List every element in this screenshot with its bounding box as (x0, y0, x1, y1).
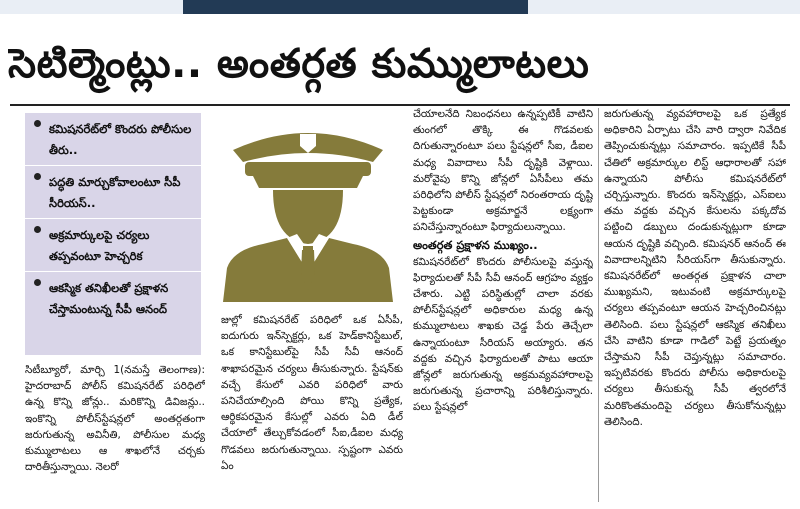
highlight-bullet (25, 271, 201, 324)
highlight-bullet (25, 165, 201, 218)
top-bar-block (183, 0, 528, 14)
column-4-text: జరుగుతున్న వ్యవహారాలపై ఒక ప్రత్యేక అధికారిని ఏర్పాటు చేసి వారి ద్వారా నివేదిక తెప్పించుకున్నట్లు సమాచారం. ఇప్పటికే సీపీ చేతిలో అక్రమార్కుల లిస్ట్ ఆధారాలతో సహా ఉన్నాయని పోలీసు కమిషనరేట్‌లో చర్చిస్తున్నారు. కొందరు ఇన్‌స్పెక్టర్లు, ఎస్‌ఐలు తమ వద్దకు వచ్చిన కేసులను పక్కదోవ పట్టించి డబ్బులు దండుకున్నట్లుగా కూడా ఆయన దృష్టికి వచ్చింది. కమిషనర్ ఆనంద్ ఈ వివాదాలన్నిటిని సీరియస్‌గా తీసుకున్నారు. కమిషనరేట్‌లో అంతర్గత ప్రక్షాళన చాలా ముఖ్యమని, ఇటువంటి అక్రమార్కులపై చర్యలు తప్పవంటూ ఆయన హెచ్చరించినట్లు తెలిసింది. పలు స్టేషన్లలో ఆకస్మిక తనిఖీలు చేసి వాటిని కూడా గాడిలో పెట్టే ప్రయత్నం చేస్తామని సీపీ చెప్తున్నట్లు సమాచారం. ఇప్పటివరకు కొందరు పోలీసు అధికారులపై చర్యలు తీసుకున్న సీపీ త్వరలోనే మరికొంతమందిపై చర్యలు తీసుకోనున్నట్లు తెలిసింది. (604, 108, 786, 428)
article-column-1 (25, 362, 205, 502)
column-divider (598, 108, 599, 502)
highlight-bullet (25, 218, 201, 271)
column-3-text-continued: కమిషనరేట్‌లో కొందరు పోలీసులపై వస్తున్న ఫిర్యాదులతో సీపీ సీవీ ఆనంద్ ఆగ్రహం వ్యక్తం చేశారు. ఎట్టి పరిస్థితుల్లో చాలా వరకు పోలీస్‌స్టేషన్లలో అధికారుల మధ్య ఉన్న కుమ్ములాటలు శాఖకు చెడ్డ పేరు తెచ్చేలా ఉన్నాయంటూ సీరియస్ అయ్యారు. తన వద్దకు వచ్చిన ఫిర్యాదులతో పాటు ఆయా జోన్లలో జరుగుతున్న అక్రమవ్యవహారాలపై జరుగుతున్న ప్రచారాన్ని పరిశీలిస్తున్నారు. పలు స్టేషన్లలో (413, 255, 593, 414)
highlight-text: అక్రమార్కులపై చర్యలు తప్పవంటూ హెచ్చరిక (49, 228, 150, 263)
article-column-2 (221, 312, 403, 502)
column-2-text: జుల్లో కమిషనరేట్ పరిధిలో ఒక ఏసీపీ, ఐదుగురు ఇన్‌స్పెక్టర్లు, ఒక హెడ్‌కానిస్టేబుల్, ఒక కానిస్టేబుల్‌పై సీపీ సీవీ ఆనంద్ శాఖాపరమైన చర్యలు తీసుకున్నారు. స్టేషన్‌కు వచ్చే కేసులో ఎవరి పరిధిలో వారు పనిచేయాల్సింది పోయి కొన్ని ప్రత్యేక, ఆర్థికపరమైన కేసుల్లో ఎవరు ఏది డీల్ చేయాలో తేల్చుకోవడంలో సీఐ,డీఐల మధ్య గొడవలు జరుగుతున్నాయి. స్పష్టంగా ఎవరు ఏం (221, 314, 403, 472)
highlight-text: ఆకస్మిక తనిఖీలతో ప్రక్షాళన చేస్తామంటున్న సీపీ ఆనంద్ (49, 281, 169, 316)
article-column-3 (413, 106, 593, 502)
highlight-text: పద్ధతి మార్చుకోవాలంటూ సీపీ సీరియస్.. (49, 175, 181, 210)
top-bar (0, 0, 800, 14)
article-column-4 (604, 106, 786, 502)
highlight-text: కమిషనరేట్‌లో కొందరు పోలీసుల తీరు.. (49, 122, 192, 157)
police-officer-icon (223, 122, 393, 302)
section-subheading: అంతర్గత ప్రక్షాళన ముఖ్యం.. (413, 237, 538, 252)
highlight-box (25, 113, 201, 355)
headline: సెటిల్మెంట్లు.. అంతర్గత కుమ్ములాటలు (8, 41, 590, 87)
highlight-bullet (25, 113, 201, 165)
column-3-text: చేయాలనేది నిబంధనలు ఉన్నప్పటికీ వాటిని తుంగలో తొక్కి ఈ గొడవలకు దిగుతున్నారంటూ పలు స్టేషన్లలో సీఐ, డీఐల మధ్య వివాదాలు సీపీ దృష్టికి వెళ్లాయి. మరోవైపు కొన్ని జోన్లలో ఏసీపీలు తమ పరిధిలోని పోలీస్ స్టేషన్లలో నిరంతరాయ దృష్టి పెట్టకుండా అక్రమార్జనే లక్ష్యంగా పనిచేస్తున్నారంటూ ఫిర్యాదులున్నాయి. (413, 108, 593, 234)
column-1-text: సిటీబ్యూరో, మార్చి 1(నమస్తే తెలంగాణ): హైదరాబాద్ పోలీస్ కమిషనరేట్ పరిధిలో ఉన్న కొన్ని జోన్లు.. మరికొన్ని డివిజన్లు.. ఇంకొన్ని పోలీస్‌స్టేషన్లలో అంతర్గతంగా జరుగుతున్న అవినీతి, పోలీసుల మధ్య కుమ్ములాటలు ఆ శాఖలోనే చర్చకు దారితీస్తున్నాయి. నెలరో (25, 364, 205, 474)
